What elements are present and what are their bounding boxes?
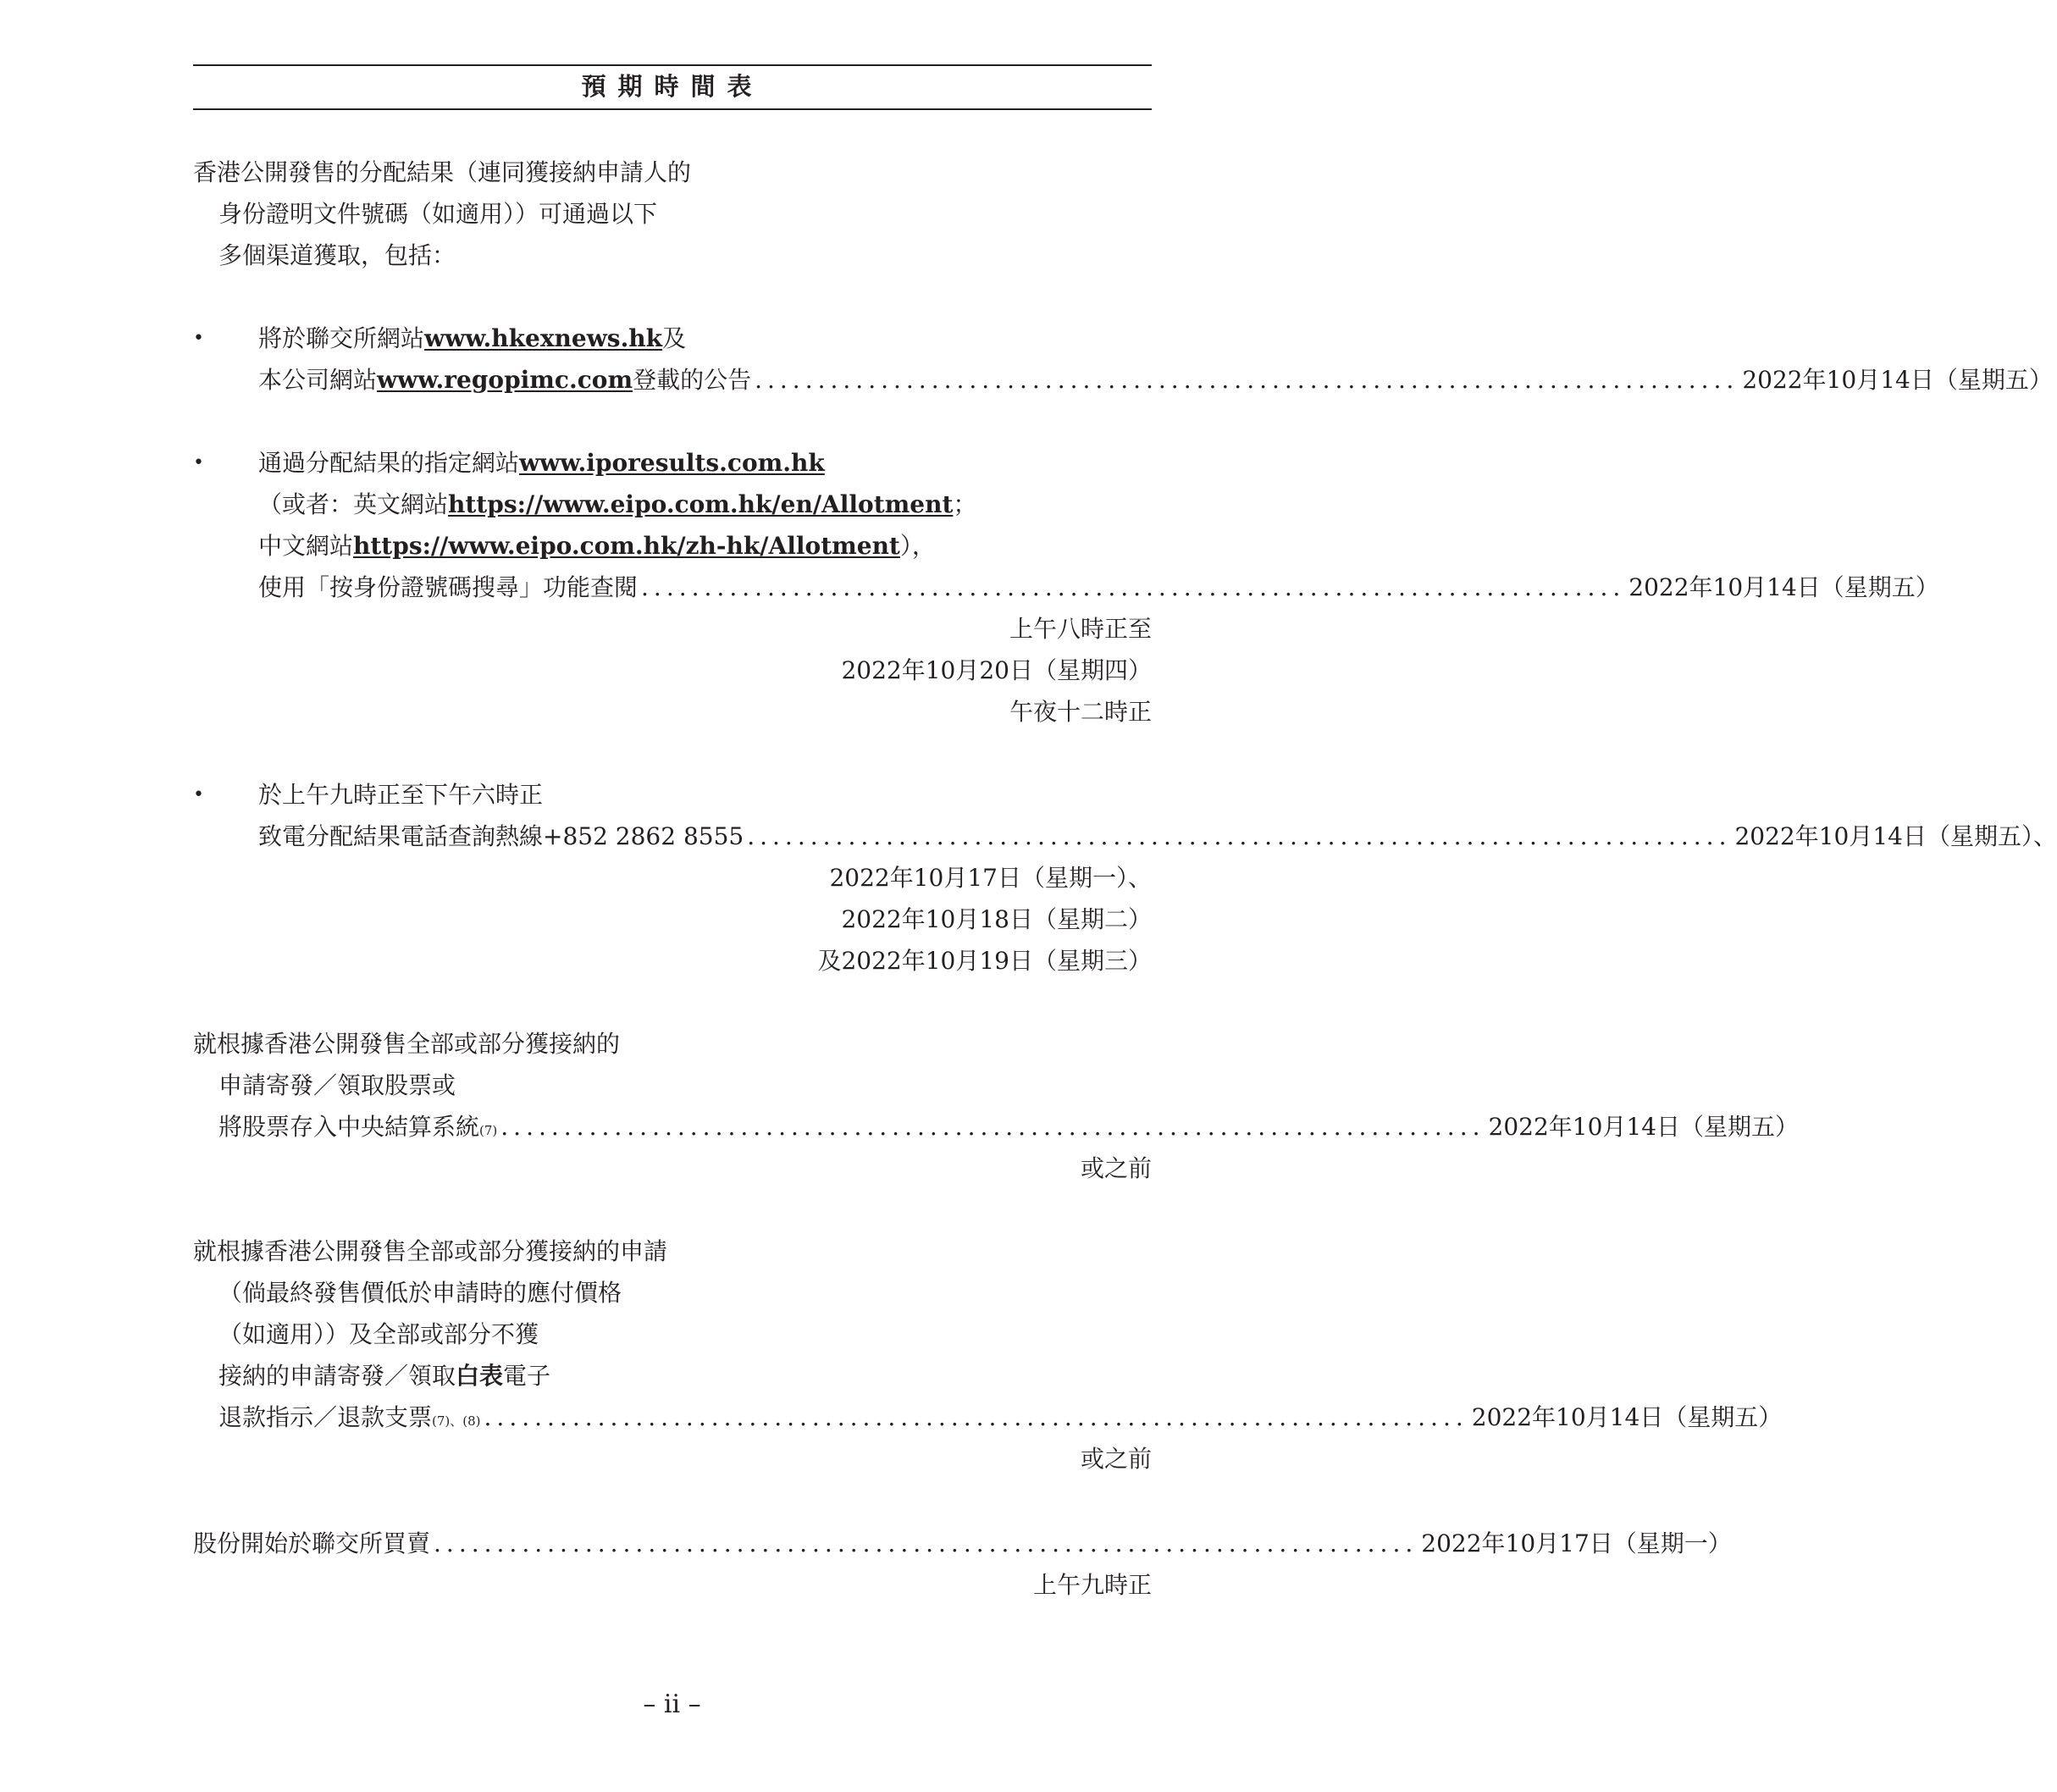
refund-line-1: 就根據香港公開發售全部或部分獲接納的申請 (193, 1237, 668, 1265)
page-title: 預期時間表 (581, 72, 764, 101)
refund-line5-text: 退款指示／退款支票 (218, 1403, 433, 1431)
leader-dots: .............................................................................. (500, 1113, 1485, 1141)
channel2-line-4 (258, 569, 1939, 606)
leader-dots: .............................................................................. (484, 1403, 1468, 1431)
channel3-date-4: 及2022年10月19日（星期三） (817, 947, 1152, 975)
channel1-date: 2022年10月14日（星期五） (1742, 366, 2053, 394)
dealing-line-1 (193, 1525, 1732, 1562)
refund-line4-prefix: 接納的申請寄發／領取 (218, 1362, 456, 1390)
channel2-line3-suffix: ）， (899, 532, 936, 560)
dispatch-qualifier: 或之前 (1080, 1154, 1152, 1182)
bullet-channel-2: • (193, 452, 204, 473)
header-bottom-rule (193, 108, 1152, 110)
dispatch-line-2: 申請寄發／領取股票或 (218, 1071, 456, 1099)
channel2-line4-text: 使用「按身份證號碼搜尋」功能查閱 (258, 573, 639, 601)
dispatch-line-1: 就根據香港公開發售全部或部分獲接納的 (193, 1030, 621, 1058)
channel2-line-1 (258, 445, 825, 482)
channel3-date-1: 2022年10月14日（星期五）、 (1734, 822, 2057, 850)
leader-dots: .............................................................................. (641, 573, 1626, 601)
channel1-line1-prefix: 將於聯交所網站 (258, 324, 425, 352)
iporesults-link[interactable]: www.iporesults.com.hk (519, 449, 825, 477)
refund-line-4 (218, 1358, 550, 1395)
refund-line4-suffix: 電子 (503, 1362, 551, 1390)
refund-line-3: （如適用））及全部或部分不獲 (218, 1320, 539, 1348)
channel1-line-2 (258, 362, 2053, 399)
channel2-line-3 (258, 528, 936, 565)
hkexnews-link[interactable]: www.hkexnews.hk (424, 324, 663, 352)
channel2-date-2: 2022年10月20日（星期四） (841, 656, 1152, 684)
leader-dots: .............................................................................. (747, 822, 1732, 850)
refund-date: 2022年10月14日（星期五） (1471, 1403, 1783, 1431)
dispatch-date: 2022年10月14日（星期五） (1488, 1113, 1800, 1141)
intro-line-3: 多個渠道獲取，包括： (218, 241, 456, 269)
channel2-line2-suffix: ； (953, 490, 977, 518)
dealing-time: 上午九時正 (1032, 1571, 1152, 1599)
refund-line-5: 退款指示／退款支票 (7)、(8) .............................................................................. 2022年10月14日（星期五） (218, 1399, 1152, 1436)
channel2-date-1: 2022年10月14日（星期五） (1628, 573, 1939, 601)
dispatch-line-3: 將股票存入中央結算系統 (7) .............................................................................. 2022年10月14日（星期五） (218, 1109, 1152, 1146)
company-website-link[interactable]: www.regopimc.com (377, 366, 633, 394)
channel2-line1-prefix: 通過分配結果的指定網站 (258, 449, 520, 477)
header-top-rule (193, 64, 1152, 66)
channel1-line2-suffix: 登載的公告 (633, 366, 752, 394)
bullet-channel-1: • (193, 328, 204, 349)
channel2-line2-prefix: （或者：英文網站 (258, 490, 449, 518)
hotline-text: 致電分配結果電話查詢熱線+852 2862 8555 (258, 822, 744, 850)
intro-line-1: 香港公開發售的分配結果（連同獲接納申請人的 (193, 158, 692, 186)
refund-qualifier: 或之前 (1080, 1445, 1152, 1473)
channel1-line-1 (258, 320, 686, 357)
white-form-label: 白表 (456, 1362, 504, 1390)
dealing-text: 股份開始於聯交所買賣 (193, 1529, 431, 1557)
intro-line-2: 身份證明文件號碼（如適用））可通過以下 (218, 200, 658, 228)
channel1-line2-prefix: 本公司網站 (258, 366, 378, 394)
channel3-line-2 (258, 818, 2057, 855)
channel2-line3-prefix: 中文網站 (258, 532, 354, 560)
channel3-line-1: 於上午九時正至下午六時正 (258, 781, 544, 809)
leader-dots: .............................................................................. (434, 1529, 1418, 1557)
bullet-channel-3: • (193, 784, 204, 805)
eipo-chinese-link[interactable]: https://www.eipo.com.hk/zh-hk/Allotment (353, 532, 900, 560)
channel2-line-2 (258, 486, 976, 523)
channel2-time-1: 上午八時正至 (1009, 615, 1152, 643)
dispatch-line3-text: 將股票存入中央結算系統 (218, 1113, 480, 1141)
channel3-date-3: 2022年10月18日（星期二） (841, 905, 1152, 933)
dealing-date: 2022年10月17日（星期一） (1421, 1529, 1732, 1557)
eipo-english-link[interactable]: https://www.eipo.com.hk/en/Allotment (448, 490, 954, 518)
channel2-time-2: 午夜十二時正 (1009, 698, 1152, 726)
channel1-line1-suffix: 及 (662, 324, 687, 352)
page-number: – ii – (643, 1690, 701, 1719)
channel3-date-2: 2022年10月17日（星期一）、 (829, 864, 1152, 892)
leader-dots: .............................................................................. (755, 366, 1739, 394)
refund-line-2: （倘最終發售價低於申請時的應付價格 (218, 1279, 622, 1307)
